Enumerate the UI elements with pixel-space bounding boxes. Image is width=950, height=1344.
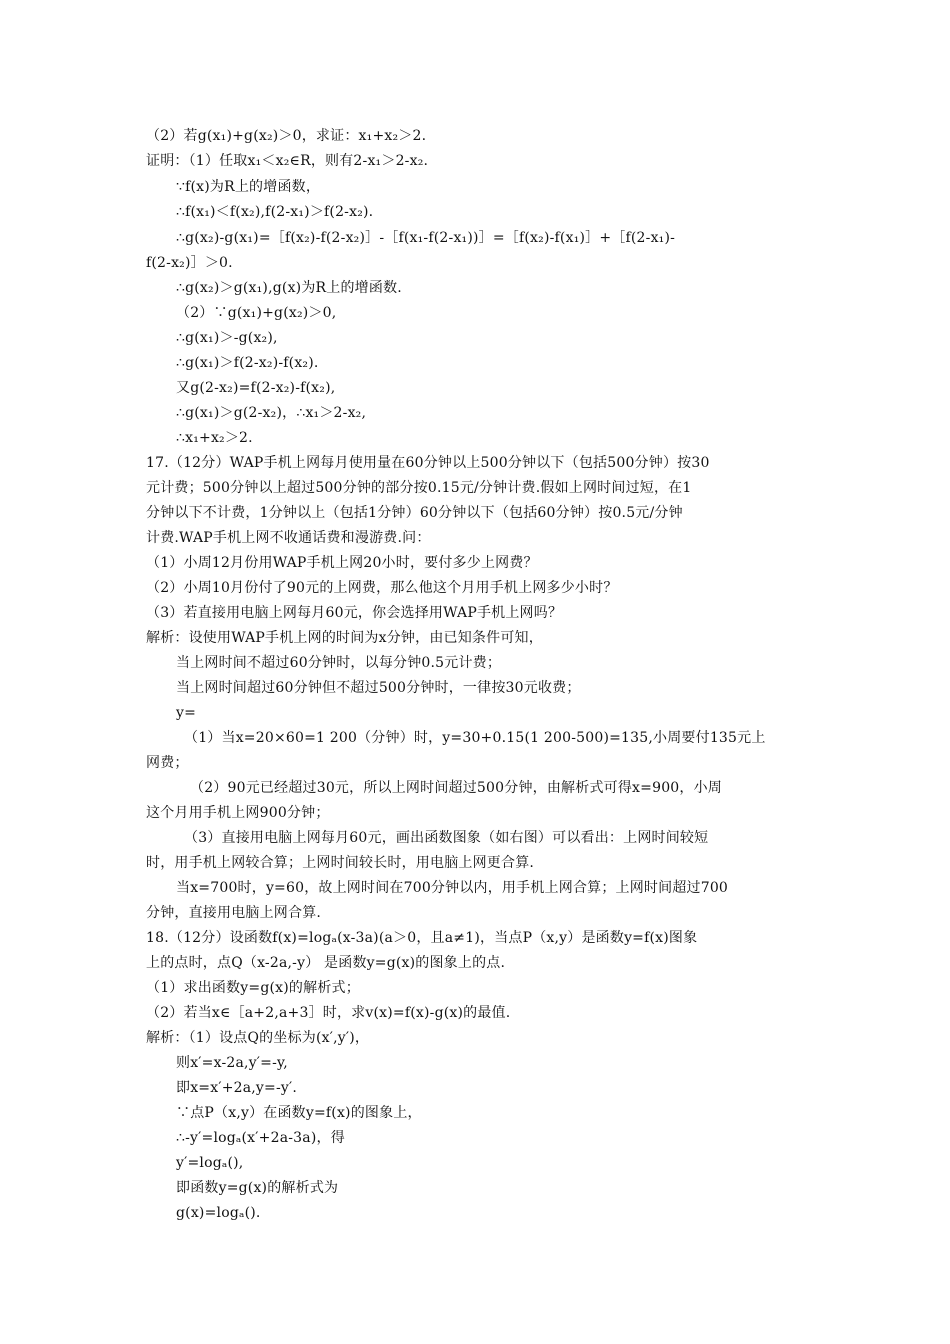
text-line: 18.（12分）设函数f(x)=logₐ(x-3a)(a＞0，且a≠1)，当点P（x,y）是函数y=f(x)图象 [146, 930, 698, 946]
text-line: y′=logₐ(), [176, 1155, 244, 1171]
text-line: （3）直接用电脑上网每月60元，画出函数图象（如右图）可以看出：上网时间较短 [184, 830, 709, 846]
text-line: （1）当x=20×60=1 200（分钟）时，y=30+0.15(1 200-500)=135,小周要付135元上 [184, 730, 766, 746]
text-line: ∵点P（x,y）在函数y=f(x)的图象上， [176, 1105, 422, 1121]
text-line: （1）小周12月份用WAP手机上网20小时，要付多少上网费？ [146, 555, 538, 571]
text-line: 证明：（1）任取x₁＜x₂∈R，则有2-x₁＞2-x₂. [146, 153, 429, 169]
text-line: （2）若g(x₁)+g(x₂)＞0，求证：x₁+x₂＞2. [146, 128, 427, 144]
text-line: 当上网时间超过60分钟但不超过500分钟时，一律按30元收费； [176, 680, 581, 696]
text-line: ∴x₁+x₂＞2. [176, 430, 253, 446]
text-line: 17.（12分）WAP手机上网每月使用量在60分钟以上500分钟以下（包括500分钟）按30 [146, 455, 710, 471]
text-line: （2）小周10月份付了90元的上网费，那么他这个月用手机上网多少小时？ [146, 580, 618, 596]
text-line: f(2-x₂)］＞0. [146, 255, 233, 271]
text-line: （2）90元已经超过30元，所以上网时间超过500分钟，由解析式可得x=900，小周 [190, 780, 723, 796]
text-line: ∴g(x₂)-g(x₁)=［f(x₂)-f(2-x₂)］-［f(x₁-f(2-x₁))］=［f(x₂)-f(x₁)］+［f(2-x₁)- [176, 230, 676, 246]
text-line: ∴g(x₁)＞-g(x₂), [176, 330, 278, 346]
text-line: ∴-y′=logₐ(x′+2a-3a)，得 [176, 1130, 345, 1146]
text-line: （2）若当x∈［a+2,a+3］时，求v(x)=f(x)-g(x)的最值. [146, 1005, 511, 1021]
text-line: （2）∵g(x₁)+g(x₂)＞0, [176, 305, 337, 321]
text-line: （1）求出函数y=g(x)的解析式； [146, 980, 360, 996]
text-line: 时，用手机上网较合算；上网时间较长时，用电脑上网更合算. [146, 855, 535, 871]
text-line: 又g(2-x₂)=f(2-x₂)-f(x₂), [176, 380, 336, 396]
text-line: 则x′=x-2a,y′=-y, [176, 1055, 288, 1071]
text-line: 上的点时，点Q（x-2a,-y） 是函数y=g(x)的图象上的点. [146, 955, 506, 971]
text-line: 网费； [146, 755, 189, 771]
text-line: ∵f(x)为R上的增函数， [176, 179, 321, 195]
text-line: 元计费；500分钟以上超过500分钟的部分按0.15元/分钟计费.假如上网时间过短，在1 [146, 480, 692, 496]
text-line: ∴f(x₁)＜f(x₂),f(2-x₁)＞f(2-x₂). [176, 204, 374, 220]
text-line: 分钟，直接用电脑上网合算. [146, 905, 322, 921]
text-line: 解析：（1）设点Q的坐标为(x′,y′)， [146, 1030, 370, 1046]
text-line: 这个月用手机上网900分钟； [146, 805, 330, 821]
text-line: 当上网时间不超过60分钟时，以每分钟0.5元计费； [176, 655, 502, 671]
text-line: 即x=x′+2a,y=-y′. [176, 1080, 298, 1096]
text-line: y= [176, 705, 197, 721]
text-line: ∴g(x₁)＞g(2-x₂)，∴x₁＞2-x₂, [176, 405, 367, 421]
text-line: 即函数y=g(x)的解析式为 [176, 1180, 339, 1196]
text-line: g(x)=logₐ(). [176, 1205, 261, 1221]
text-line: 当x=700时，y=60，故上网时间在700分钟以内，用手机上网合算；上网时间超过700 [176, 880, 729, 896]
text-line: 分钟以下不计费，1分钟以上（包括1分钟）60分钟以下（包括60分钟）按0.5元/分钟 [146, 505, 683, 521]
text-line: ∴g(x₂)＞g(x₁),g(x)为R上的增函数. [176, 280, 402, 296]
text-line: 解析：设使用WAP手机上网的时间为x分钟，由已知条件可知， [146, 630, 543, 646]
text-line: ∴g(x₁)＞f(2-x₂)-f(x₂). [176, 355, 319, 371]
text-line: （3）若直接用电脑上网每月60元，你会选择用WAP手机上网吗？ [146, 605, 563, 621]
text-line: 计费.WAP手机上网不收通话费和漫游费.问： [146, 530, 431, 546]
